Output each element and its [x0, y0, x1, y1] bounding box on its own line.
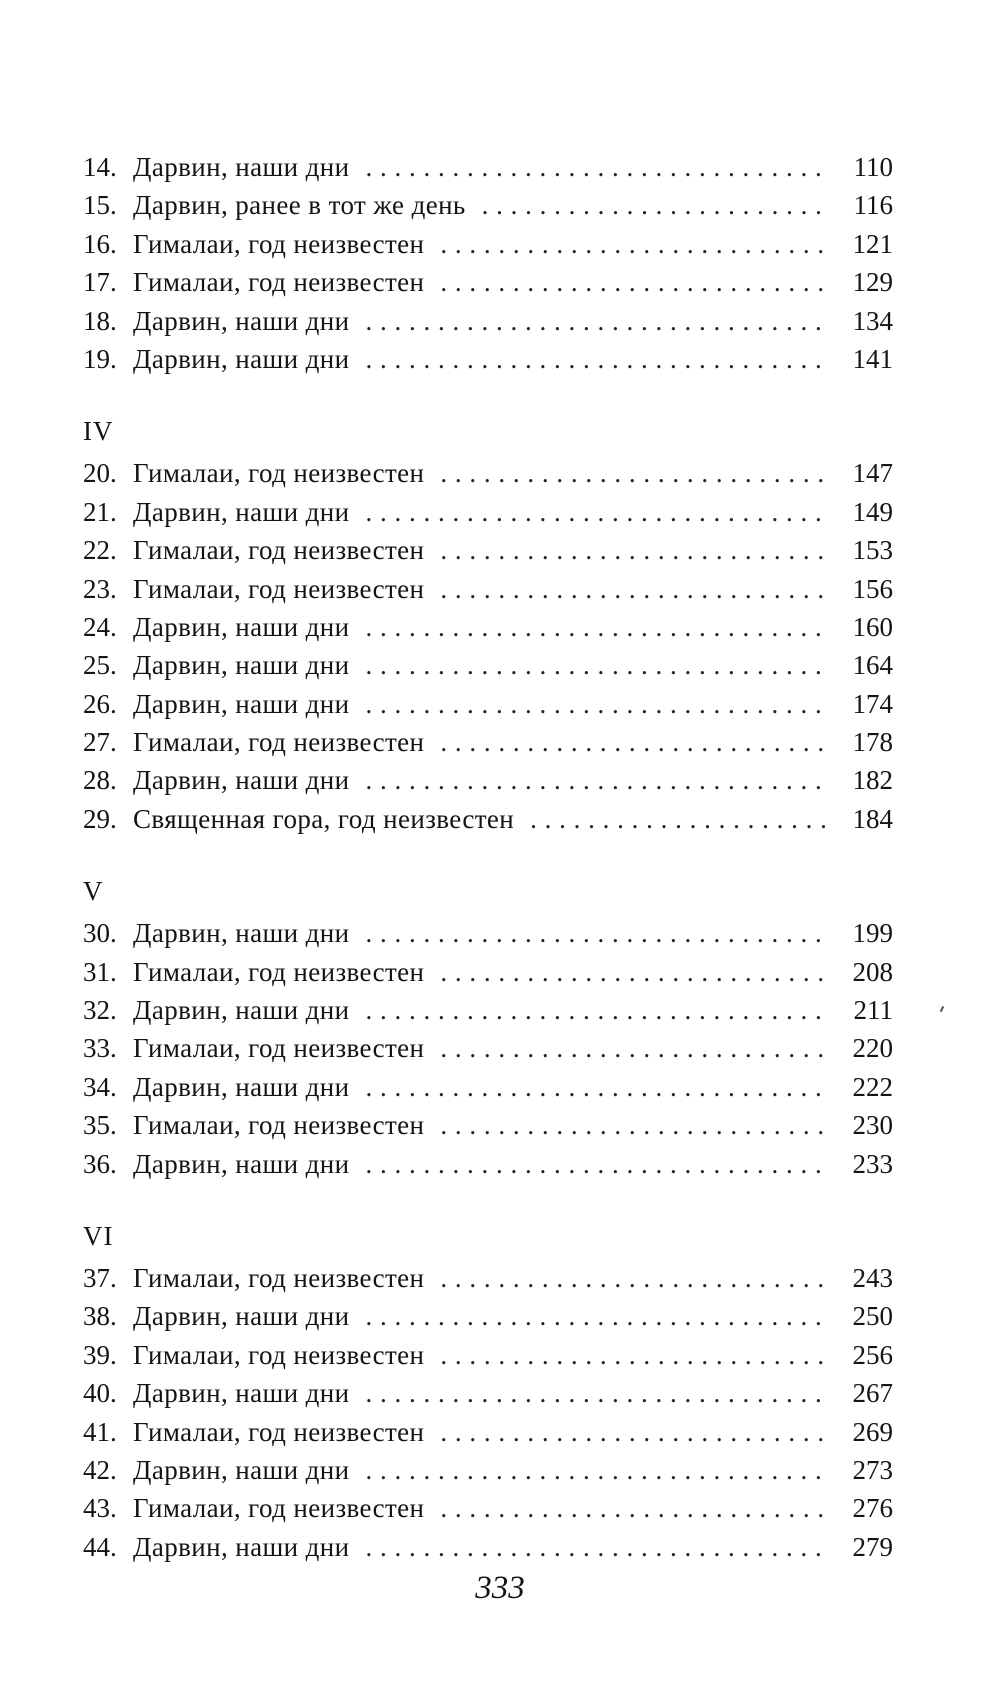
entry-title: Гималаи, год неизвестен: [133, 956, 425, 987]
entry-number: 17.: [83, 267, 117, 298]
toc-entry: [83, 723, 893, 761]
entry-page-number: 230: [852, 1110, 893, 1141]
toc-entry: [83, 1145, 893, 1183]
entry-number: 35.: [83, 1110, 117, 1141]
toc-entry: [83, 531, 893, 569]
dot-leader: [366, 340, 825, 378]
toc-entry: [83, 1068, 893, 1106]
entry-page-number: 276: [852, 1493, 893, 1524]
entry-page-number: 199: [852, 918, 893, 949]
entry-number: 28.: [83, 765, 117, 796]
dot-leader: [366, 991, 825, 1029]
entry-number: 15.: [83, 190, 117, 221]
dot-leader: [440, 1413, 825, 1451]
entry-number: 18.: [83, 305, 117, 336]
entry-title: Дарвин, наши дни: [133, 1378, 350, 1409]
entry-number: 25.: [83, 650, 117, 681]
dot-leader: [366, 1451, 825, 1489]
entry-title: Гималаи, год неизвестен: [133, 458, 425, 489]
entry-number: 24.: [83, 611, 117, 642]
entry-page-number: 110: [853, 152, 893, 182]
entry-title: Гималаи, год неизвестен: [133, 727, 425, 758]
dot-leader: [366, 1374, 825, 1412]
entry-title: Гималаи, год неизвестен: [133, 228, 425, 259]
entry-number: 33.: [83, 1033, 117, 1064]
entry-page-number: 250: [852, 1301, 893, 1332]
entry-number: 44.: [83, 1531, 117, 1562]
dot-leader: [440, 1106, 825, 1144]
dot-leader: [440, 531, 825, 569]
entry-number: 26.: [83, 688, 117, 719]
dot-leader: [366, 608, 825, 646]
toc-entry: [83, 493, 893, 531]
toc-entry: [83, 1413, 893, 1451]
entry-page-number: 208: [852, 956, 893, 987]
entry-page-number: 121: [852, 228, 893, 259]
dot-leader: [366, 1528, 825, 1566]
toc-entry: [83, 454, 893, 492]
entry-title: Священная гора, год неизвестен: [133, 803, 515, 834]
entry-title: Дарвин, наши дни: [133, 1301, 350, 1332]
entry-page-number: 273: [852, 1454, 893, 1485]
toc-section: [83, 1221, 893, 1566]
entry-page-number: 134: [852, 305, 893, 336]
entry-number: 30.: [83, 918, 117, 949]
entry-title: Дарвин, наши дни: [133, 918, 350, 949]
entry-title: Дарвин, наши дни: [133, 688, 350, 719]
entry-number: 29.: [83, 803, 117, 834]
toc-section: [83, 148, 893, 378]
toc-section: [83, 416, 893, 838]
entry-number: 43.: [83, 1493, 117, 1524]
entry-page-number: 116: [853, 190, 893, 221]
toc-entry: [83, 1528, 893, 1566]
section-heading: V: [83, 876, 104, 907]
entry-title: Гималаи, год неизвестен: [133, 1493, 425, 1524]
dot-leader: [440, 1029, 825, 1067]
toc-entry: [83, 991, 893, 1029]
entry-number: 31.: [83, 956, 117, 987]
entry-page-number: 129: [852, 267, 893, 298]
entry-number: 32.: [83, 995, 117, 1026]
entry-title: Дарвин, наши дни: [133, 1531, 350, 1562]
entry-page-number: 156: [852, 573, 893, 604]
entry-page-number: 164: [852, 650, 893, 681]
entry-title: Дарвин, ранее в тот же день: [133, 190, 466, 221]
dot-leader: [440, 1489, 825, 1527]
toc-entry: [83, 1374, 893, 1412]
toc-entry: [83, 340, 893, 378]
entry-page-number: 174: [852, 688, 893, 719]
entry-number: 41.: [83, 1416, 117, 1447]
dot-leader: [366, 1068, 825, 1106]
entry-title: Дарвин, наши дни: [133, 765, 350, 796]
dot-leader: [366, 761, 825, 799]
entry-page-number: 243: [852, 1262, 893, 1293]
entry-page-number: 269: [852, 1416, 893, 1447]
dot-leader: [366, 302, 825, 340]
toc-entry: [83, 1259, 893, 1297]
entry-number: 19.: [83, 343, 117, 374]
entry-page-number: 147: [852, 458, 893, 489]
entry-title: Гималаи, год неизвестен: [133, 573, 425, 604]
entry-title: Дарвин, наши дни: [133, 152, 350, 182]
entry-number: 39.: [83, 1339, 117, 1370]
toc-entry: [83, 761, 893, 799]
entry-title: Гималаи, год неизвестен: [133, 1110, 425, 1141]
entry-title: Дарвин, наши дни: [133, 1148, 350, 1179]
entry-number: 22.: [83, 535, 117, 566]
dot-leader: [440, 1336, 825, 1374]
entry-number: 37.: [83, 1262, 117, 1293]
toc-entry: [83, 608, 893, 646]
entry-page-number: 160: [852, 611, 893, 642]
entry-page-number: 153: [852, 535, 893, 566]
entry-title: Дарвин, наши дни: [133, 305, 350, 336]
entry-number: 20.: [83, 458, 117, 489]
entry-title: Гималаи, год неизвестен: [133, 1339, 425, 1370]
entry-page-number: 279: [852, 1531, 893, 1562]
entry-page-number: 222: [852, 1071, 893, 1102]
toc-entry: [83, 1489, 893, 1527]
toc-entry: [83, 800, 893, 838]
toc-entry: [83, 1297, 893, 1335]
entry-page-number: 149: [852, 496, 893, 527]
toc-entry: [83, 263, 893, 301]
entry-title: Гималаи, год неизвестен: [133, 535, 425, 566]
toc-entry: [83, 148, 893, 186]
entry-title: Гималаи, год неизвестен: [133, 1416, 425, 1447]
toc-entry: [83, 1029, 893, 1067]
entry-number: 36.: [83, 1148, 117, 1179]
toc-entry: [83, 302, 893, 340]
entry-title: Дарвин, наши дни: [133, 343, 350, 374]
dot-leader: [440, 454, 825, 492]
dot-leader: [440, 570, 825, 608]
dot-leader: [440, 953, 825, 991]
entry-title: Дарвин, наши дни: [133, 1454, 350, 1485]
entry-number: 40.: [83, 1378, 117, 1409]
entry-title: Гималаи, год неизвестен: [133, 1033, 425, 1064]
table-of-contents: [83, 148, 893, 1566]
entry-title: Гималаи, год неизвестен: [133, 1262, 425, 1293]
toc-entry: [83, 570, 893, 608]
toc-entry: [83, 953, 893, 991]
print-speck: [940, 1006, 944, 1012]
toc-entry: [83, 186, 893, 224]
entry-page-number: 211: [853, 995, 893, 1026]
entry-number: 27.: [83, 727, 117, 758]
toc-entry: [83, 225, 893, 263]
entry-number: 16.: [83, 228, 117, 259]
dot-leader: [440, 1259, 825, 1297]
dot-leader: [366, 148, 825, 186]
entry-number: 34.: [83, 1071, 117, 1102]
entry-title: Дарвин, наши дни: [133, 650, 350, 681]
toc-entry: [83, 914, 893, 952]
entry-page-number: 182: [852, 765, 893, 796]
entry-number: 21.: [83, 496, 117, 527]
section-heading: VI: [83, 1220, 114, 1251]
section-heading: IV: [83, 416, 114, 447]
toc-entry: [83, 1106, 893, 1144]
dot-leader: [366, 646, 825, 684]
entry-title: Дарвин, наши дни: [133, 611, 350, 642]
toc-section: [83, 876, 893, 1183]
dot-leader: [530, 800, 825, 838]
entry-number: 23.: [83, 573, 117, 604]
dot-leader: [366, 914, 825, 952]
dot-leader: [366, 493, 825, 531]
entry-page-number: 184: [852, 803, 893, 834]
dot-leader: [440, 225, 825, 263]
toc-entry: [83, 685, 893, 723]
toc-entry: [83, 1451, 893, 1489]
entry-number: 14.: [83, 152, 117, 182]
entry-page-number: 256: [852, 1339, 893, 1370]
dot-leader: [440, 723, 825, 761]
dot-leader: [366, 1145, 825, 1183]
dot-leader: [366, 685, 825, 723]
toc-entry: [83, 646, 893, 684]
entry-page-number: 178: [852, 727, 893, 758]
page-number: 333: [475, 1570, 525, 1606]
entry-page-number: 267: [852, 1378, 893, 1409]
entry-page-number: 220: [852, 1033, 893, 1064]
entry-number: 38.: [83, 1301, 117, 1332]
entry-number: 42.: [83, 1454, 117, 1485]
dot-leader: [366, 1297, 825, 1335]
dot-leader: [440, 263, 825, 301]
entry-title: Дарвин, наши дни: [133, 496, 350, 527]
entry-title: Дарвин, наши дни: [133, 995, 350, 1026]
entry-page-number: 141: [852, 343, 893, 374]
entry-page-number: 233: [852, 1148, 893, 1179]
dot-leader: [482, 186, 825, 224]
entry-title: Гималаи, год неизвестен: [133, 267, 425, 298]
entry-title: Дарвин, наши дни: [133, 1071, 350, 1102]
toc-entry: [83, 1336, 893, 1374]
